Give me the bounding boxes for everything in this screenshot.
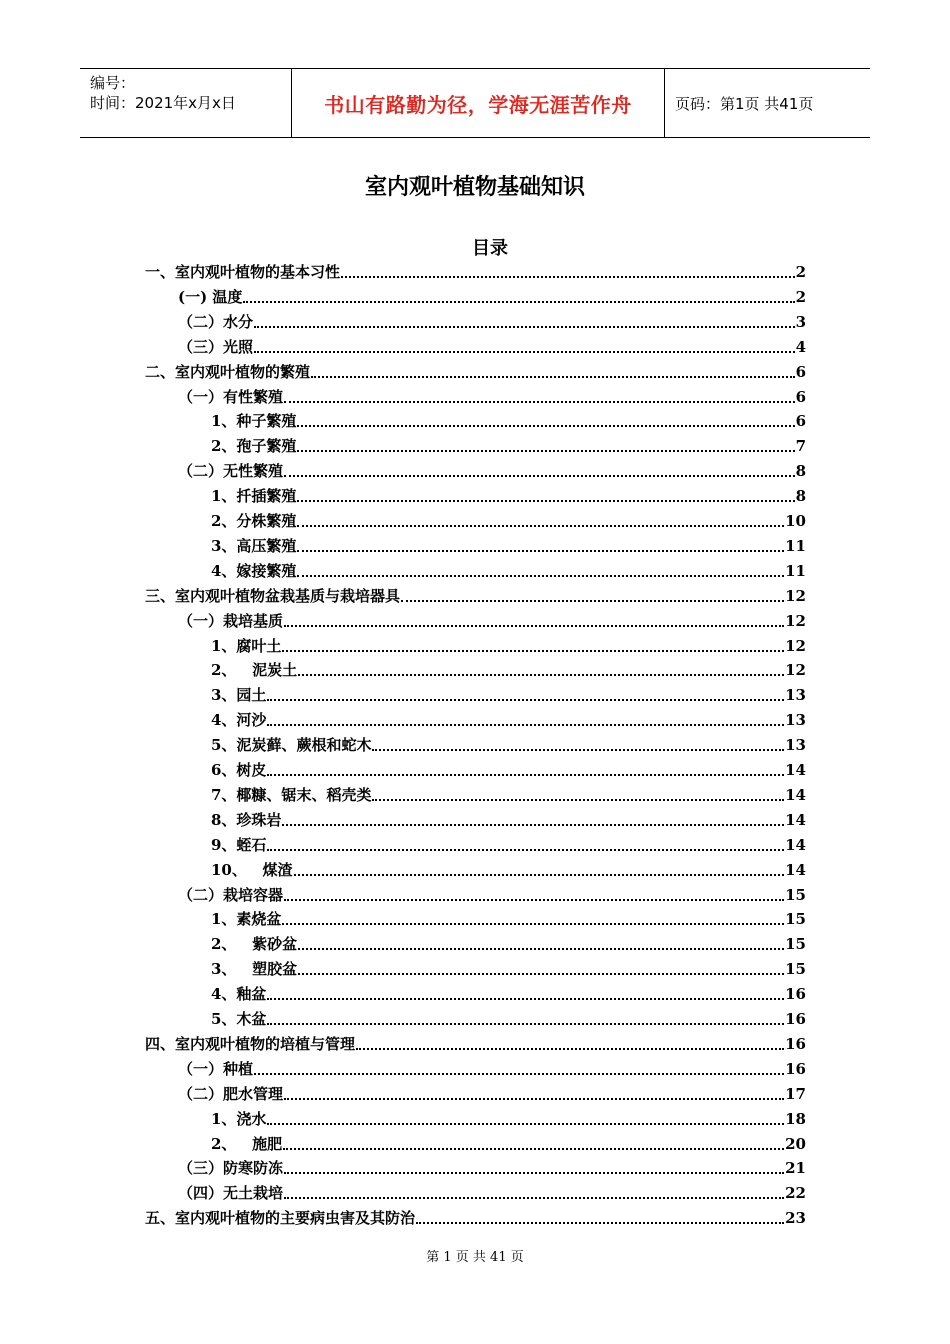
toc-entry-title: (一) 温度 (178, 287, 243, 306)
toc-entry-page: 2 (795, 263, 806, 281)
toc-entry[interactable] (211, 532, 806, 556)
toc-entry-page: 15 (785, 910, 806, 929)
toc-leader-dots (297, 449, 794, 452)
toc-leader-dots (297, 424, 794, 427)
toc-entry-page: 17 (785, 1084, 806, 1103)
toc-leader-dots (297, 574, 784, 577)
toc-leader-dots (298, 947, 784, 950)
toc-leader-dots (416, 1221, 784, 1224)
toc-entry-page: 15 (785, 960, 806, 979)
toc-entry-page: 6 (795, 412, 806, 431)
toc-entry-title: 四、室内观叶植物的培植与管理 (145, 1034, 356, 1053)
toc-entry[interactable] (211, 756, 806, 780)
toc-leader-dots (284, 624, 784, 627)
toc-entry[interactable] (178, 1055, 806, 1079)
toc-entry-page: 14 (785, 810, 806, 829)
toc-entry[interactable] (211, 432, 806, 456)
toc-entry-page: 12 (785, 611, 806, 630)
toc-entry-title: 7、椰糠、锯末、稻壳类 (211, 785, 372, 804)
toc-leader-dots (298, 972, 784, 975)
toc-entry-title: （二）水分 (178, 312, 254, 331)
toc-leader-dots (297, 524, 784, 527)
toc-entry[interactable] (145, 1204, 806, 1228)
toc-entry[interactable] (211, 681, 806, 705)
toc-entry-page: 16 (785, 1034, 806, 1053)
document-header (80, 68, 870, 138)
header-motto: 书山有路勤为径，学海无涯苦作舟 (292, 69, 665, 137)
toc-entry-title: 5、木盆 (211, 1010, 267, 1028)
toc-leader-dots (267, 997, 784, 1000)
toc-entry[interactable] (145, 258, 806, 282)
toc-entry-title: 9、蛭石 (211, 835, 267, 854)
toc-entry-title: （四）无土栽培 (178, 1184, 284, 1203)
toc-leader-dots (401, 599, 784, 602)
toc-entry[interactable] (211, 557, 806, 581)
toc-entry-title: 6、树皮 (211, 761, 267, 779)
toc-entry[interactable] (211, 1130, 806, 1154)
toc-entry-page: 20 (785, 1134, 806, 1153)
toc-entry[interactable] (178, 1080, 806, 1104)
toc-leader-dots (341, 275, 795, 278)
toc-entry[interactable] (211, 781, 806, 805)
toc-entry-page: 16 (785, 1059, 806, 1078)
toc-entry-page: 10 (785, 512, 806, 530)
toc-entry-title: 2、孢子繁殖 (211, 437, 297, 456)
toc-entry-title: （二）栽培容器 (178, 885, 284, 904)
toc-entry-title: 2、 施肥 (211, 1134, 283, 1153)
toc-entry[interactable] (211, 407, 806, 431)
toc-entry-page: 14 (785, 761, 806, 779)
toc-entry[interactable] (211, 632, 806, 656)
toc-entry-page: 23 (785, 1209, 806, 1228)
toc-leader-dots (284, 1171, 784, 1174)
toc-leader-dots (297, 499, 794, 502)
toc-entry-page: 6 (795, 387, 806, 406)
toc-entry[interactable] (211, 706, 806, 730)
toc-entry-title: 1、扦插繁殖 (211, 487, 297, 506)
toc-entry-page: 8 (795, 462, 806, 481)
toc-entry[interactable] (178, 383, 806, 407)
toc-leader-dots (284, 1196, 784, 1199)
toc-entry[interactable] (211, 930, 806, 954)
toc-entry-title: 一、室内观叶植物的基本习性 (145, 263, 341, 281)
toc-entry[interactable] (211, 905, 806, 929)
toc-entry-page: 16 (785, 985, 806, 1004)
toc-entry-title: 5、泥炭藓、蕨根和蛇木 (211, 736, 372, 755)
toc-entry-title: （二）无性繁殖 (178, 462, 284, 481)
toc-entry-title: 3、高压繁殖 (211, 536, 297, 555)
toc-entry-title: 五、室内观叶植物的主要病虫害及其防治 (145, 1209, 416, 1228)
toc-leader-dots (283, 1147, 784, 1150)
toc-entry-title: （三）防寒防冻 (178, 1159, 284, 1178)
toc-entry-title: （一）栽培基质 (178, 611, 284, 630)
toc-entry-title: 三、室内观叶植物盆栽基质与栽培器具 (145, 586, 401, 605)
toc-entry-page: 12 (785, 636, 806, 655)
toc-leader-dots (372, 748, 784, 751)
toc-leader-dots (284, 1097, 784, 1100)
toc-entry-title: 1、腐叶土 (211, 636, 282, 655)
toc-entry-page: 13 (785, 736, 806, 755)
toc-entry-page: 14 (785, 835, 806, 854)
time-label: 时间：2021年x月x日 (90, 94, 236, 112)
toc-leader-dots (297, 549, 784, 552)
toc-entry-title: 1、浇水 (211, 1109, 267, 1128)
toc-entry-page: 14 (785, 860, 806, 879)
toc-entry-title: 4、河沙 (211, 711, 267, 730)
toc-leader-dots (284, 898, 784, 901)
toc-entry[interactable] (211, 482, 806, 506)
number-label: 编号： (90, 74, 136, 92)
toc-entry-title: 4、嫁接繁殖 (211, 561, 297, 580)
toc-leader-dots (298, 673, 784, 676)
toc-entry-title: 2、分株繁殖 (211, 512, 297, 530)
toc-entry-page: 11 (785, 536, 806, 555)
toc-entry[interactable] (211, 831, 806, 855)
toc-entry-title: 3、 塑胶盆 (211, 960, 298, 979)
header-meta (80, 69, 292, 137)
toc-leader-dots (267, 698, 784, 701)
toc-entry[interactable] (178, 607, 806, 631)
toc-entry-title: （二）肥水管理 (178, 1084, 284, 1103)
toc-entry[interactable] (178, 457, 806, 481)
toc-leader-dots (311, 375, 795, 378)
toc-leader-dots (284, 474, 795, 477)
toc-leader-dots (267, 848, 784, 851)
toc-entry[interactable] (211, 1105, 806, 1129)
toc-entry-title: 3、园土 (211, 686, 267, 705)
toc-entry[interactable] (211, 507, 806, 531)
toc-leader-dots (294, 873, 785, 876)
toc-entry-page: 12 (785, 586, 806, 605)
toc-leader-dots (254, 325, 795, 328)
toc-entry-page: 15 (785, 885, 806, 904)
toc-entry-page: 8 (795, 487, 806, 506)
toc-entry-title: 1、种子繁殖 (211, 412, 297, 431)
toc-entry[interactable] (145, 1030, 806, 1054)
toc-entry[interactable] (145, 582, 806, 606)
toc-entry-title: 1、素烧盆 (211, 910, 282, 929)
toc-entry[interactable] (145, 358, 806, 382)
toc-leader-dots (243, 300, 794, 303)
toc-entry-title: （三）光照 (178, 337, 254, 356)
toc-entry-page: 16 (785, 1010, 806, 1028)
toc-leader-dots (356, 1047, 784, 1050)
toc-leader-dots (254, 1072, 784, 1075)
toc-leader-dots (282, 823, 784, 826)
document-title: 室内观叶植物基础知识 (364, 174, 585, 200)
toc-entry-page: 7 (795, 437, 806, 456)
toc-entry-page: 21 (785, 1159, 806, 1178)
toc-leader-dots (282, 922, 784, 925)
toc-entry[interactable] (211, 656, 806, 680)
toc-entry-page: 2 (795, 287, 806, 306)
toc-entry-title: 2、 紫砂盆 (211, 935, 298, 954)
toc-entry-page: 4 (795, 337, 806, 356)
toc-leader-dots (284, 400, 795, 403)
toc-entry-title: （一）有性繁殖 (178, 387, 284, 406)
toc-leader-dots (254, 350, 795, 353)
toc-entry[interactable] (178, 333, 806, 357)
toc-title: 目录 (472, 238, 508, 259)
toc-entry[interactable] (211, 856, 806, 880)
toc-entry[interactable] (211, 980, 806, 1004)
toc-entry-title: 4、釉盆 (211, 985, 267, 1004)
toc-entry-title: （一）种植 (178, 1059, 254, 1078)
toc-leader-dots (267, 773, 784, 776)
toc-entry-page: 15 (785, 935, 806, 954)
toc-entry-page: 13 (785, 711, 806, 730)
toc-entry[interactable] (178, 283, 806, 307)
toc-entry-page: 14 (785, 785, 806, 804)
toc-entry-title: 二、室内观叶植物的繁殖 (145, 362, 311, 381)
toc-entry-page: 3 (795, 312, 806, 331)
toc-entry-page: 12 (785, 661, 806, 680)
toc-entry-page: 13 (785, 686, 806, 705)
toc-entry[interactable] (178, 308, 806, 332)
page-footer: 第 1 页 共 41 页 (426, 1250, 524, 1265)
toc-entry[interactable] (211, 806, 806, 830)
header-page-info: 页码：第1页 共41页 (675, 94, 814, 113)
toc-leader-dots (267, 1122, 784, 1125)
toc-entry[interactable] (178, 881, 806, 905)
toc-entry[interactable] (211, 731, 806, 755)
toc-entry-title: 2、 泥炭土 (211, 661, 298, 680)
toc-entry-page: 11 (785, 561, 806, 580)
toc-leader-dots (267, 1022, 784, 1025)
toc-entry-page: 18 (785, 1109, 806, 1128)
toc-entry[interactable] (211, 955, 806, 979)
toc-entry[interactable] (178, 1154, 806, 1178)
toc-entry-page: 22 (785, 1184, 806, 1203)
toc-leader-dots (267, 723, 784, 726)
toc-leader-dots (372, 798, 784, 801)
toc-entry-title: 8、珍珠岩 (211, 810, 282, 829)
toc-entry[interactable] (211, 1005, 806, 1029)
toc-entry[interactable] (178, 1179, 806, 1203)
toc-leader-dots (282, 649, 784, 652)
toc-entry-page: 6 (795, 362, 806, 381)
toc-entry-title: 10、 煤渣 (211, 860, 293, 879)
